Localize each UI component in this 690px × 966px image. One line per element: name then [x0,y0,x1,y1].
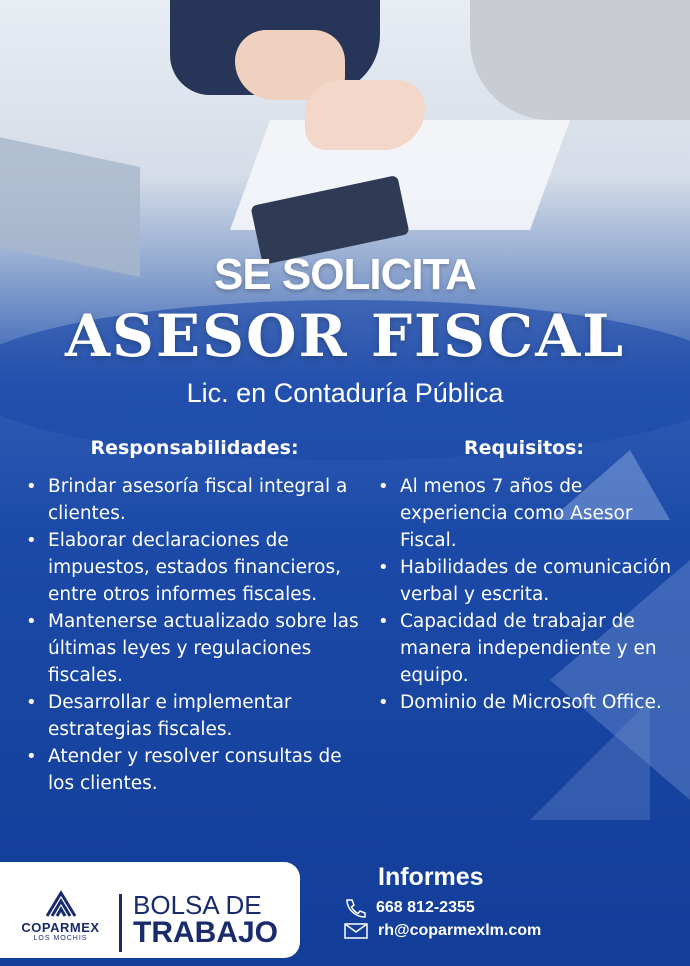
list-item: • Capacidad de trabajar de manera independiente y en equipo. [374,608,674,689]
email-address[interactable]: rh@coparmexlm.com [378,922,542,939]
list-item: • Elaborar declaraciones de impuestos, estados financieros, entre otros informes fiscales. [22,527,367,608]
list-item: • Brindar asesoría fiscal integral a clientes. [22,473,367,527]
bolsa-line-1: BOLSA DE [133,890,262,920]
list-item: • Atender y resolver consultas de los clientes. [22,743,367,797]
phone-contact[interactable] [344,898,475,918]
decor-triangle [530,700,650,820]
informes-label: Informes [378,863,484,891]
list-item: • Al menos 7 años de experiencia como Asesor Fiscal. [374,473,674,554]
kicker-text: SE SOLICITA [214,250,476,299]
list-item: • Habilidades de comunicación verbal y escrita. [374,554,674,608]
logo-subtitle: LOS MOCHIS [33,935,88,942]
footer [0,850,690,966]
list-item: • Mantenerse actualizado sobre las últimas leyes y regulaciones fiscales. [22,608,367,689]
brand-card [0,862,300,958]
responsibilities-section [22,437,367,797]
phone-icon [344,898,366,918]
job-subtitle: Lic. en Contaduría Pública [186,378,504,408]
bolsa-de-trabajo [133,892,278,948]
background-hand-pen [305,80,425,150]
responsibilities-list [22,473,367,797]
list-item: • Dominio de Microsoft Office. [374,689,674,716]
coparmex-logo [8,890,113,942]
email-icon [344,922,368,940]
job-title: ASESOR FISCAL [64,302,626,370]
requirements-list [374,473,674,716]
divider [119,894,122,952]
responsibilities-heading: Responsabilidades: [90,437,299,459]
requirements-section [374,437,674,716]
requirements-heading: Requisitos: [463,437,585,459]
logo-name: COPARMEX [21,920,100,935]
bolsa-line-2: TRABAJO [133,916,279,949]
coparmex-mark-icon [44,890,78,918]
list-item: • Desarrollar e implementar estrategias fiscales. [22,689,367,743]
background-sleeve-right [470,0,690,120]
email-contact[interactable] [344,922,541,940]
phone-number[interactable]: 668 812-2355 [376,899,475,916]
